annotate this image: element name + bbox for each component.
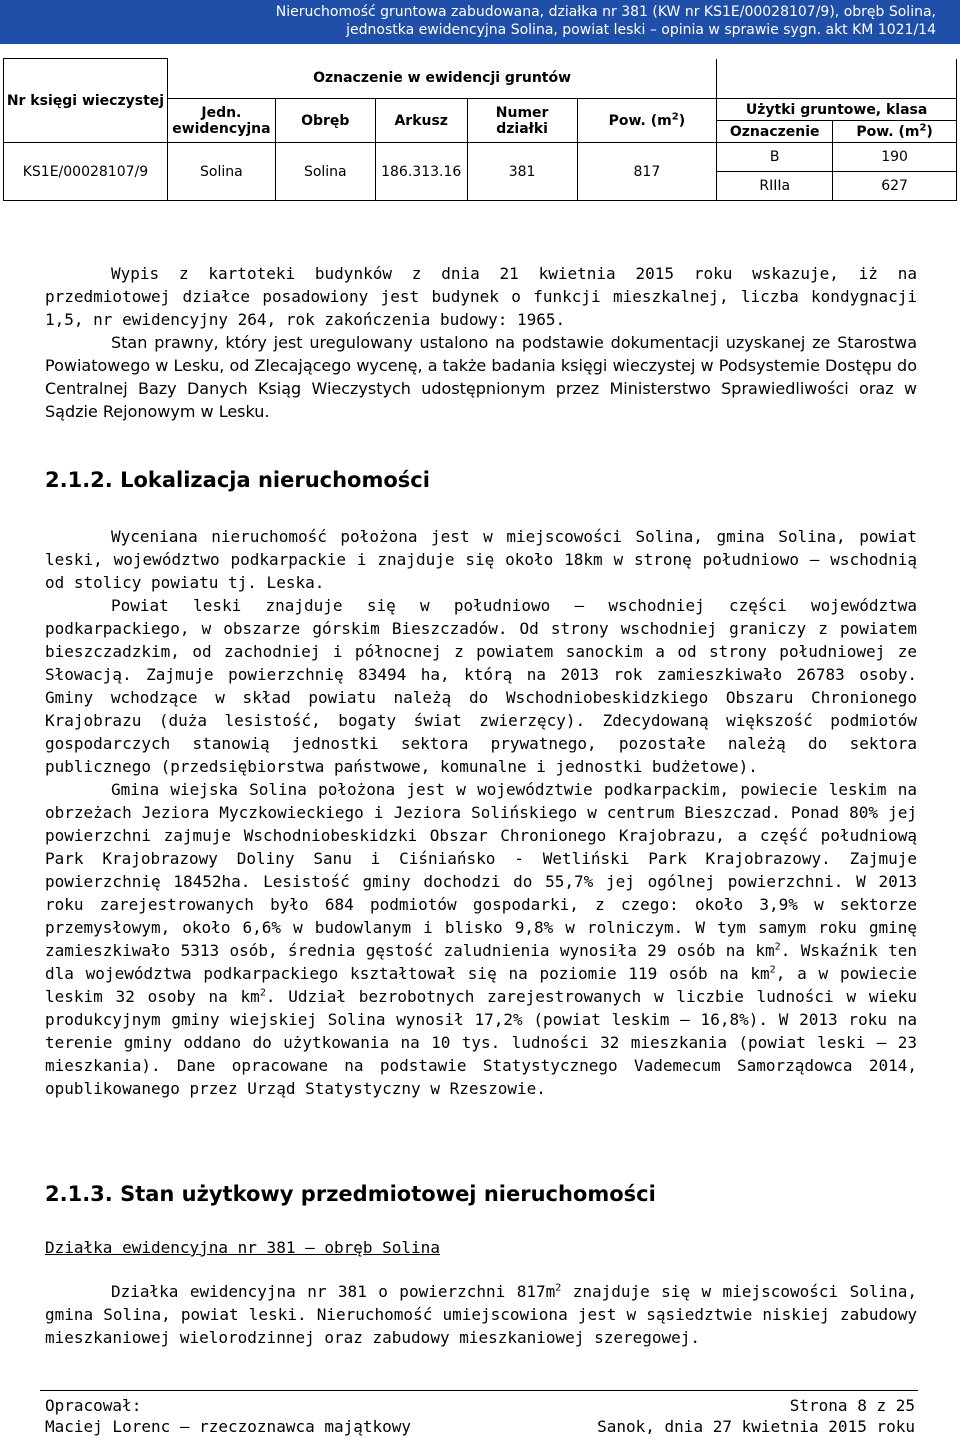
page-footer [45,1395,915,1437]
header-obreb: Obręb [275,99,375,143]
header-kw: Nr księgi wieczystej [4,59,168,143]
section-heading-location: 2.1.2. Lokalizacja nieruchomości [45,468,430,492]
header-arkusz: Arkusz [375,99,467,143]
header-pow: Pow. $(m^2)$ [577,99,717,143]
footer-author: Maciej Lorenc – rzeczoznawca majątkowy [45,1417,412,1436]
para-location-3: Gmina wiejska Solina położona jest w województwie podkarpackim, powiecie leskim na obrzeżach Jeziora Myczkowieckiego i Jeziora Solińskiego w centrum Bieszczad. Ponad 80% jej powierzchni zajmuje Wschodniobeskidzki Obszar Chronionego Krajobrazu, a część południową Park Krajobrazowy Doliny Sanu i Ciśniańsko - Wetliński Park Krajobrazowy. Zajmuje powierzchnię 18452ha. Lesistość gminy dochodzi do 55,7% jej ogólnej powierzchni. W 2013 roku zarejestrowanych było 684 podmiotów gospodarki, z czego: około 3,9% w sektorze przemysłowym, około 6,6% w budowlanym i blisko 9,8% w rolniczym. W tym samym roku gminę zamieszkiwało 5313 osób, średnia gęstość zaludnienia wynosiła 29 osób na $km^2$. Wskaźnik ten dla województwa podkarpackiego kształtował się na poziomie 119 osób na $km^2$, a w powiecie leskim 32 osoby na $km^2$. Udział bezrobotnych zarejestrowanych w liczbie ludności w wieku produkcyjnym gminy wiejskiej Solina wynosił 17,2% (powiat leskim – 16,8%). W 2013 roku na terenie gminy oddano do użytkowania na 10 tys. ludności 32 mieszkania (powiat leski – 23 mieszkania). Dane opracowane na podstawie Statystycznego Vademecum Samorządowca 2014, opublikowanego przez Urząd Statystyczny w Rzeszowie. [45,780,918,1098]
cell-oznaczenie: B [717,143,833,172]
cell-obreb: Solina [275,143,375,201]
cell-oznaczenie: RIIIa [717,172,833,201]
document-header [0,0,960,44]
header-group: Oznaczenie w ewidencji gruntów [167,59,716,99]
cell-pow: 817 [577,143,717,201]
para-location-2: Powiat leski znajduje się w południowo – wschodniej części województwa podkarpackiego, w obszarze górskim Bieszczadów. Od strony wschodniej graniczy z powiatem bieszczadzkim, od zachodniej i północnej z powiatem sanockim a od strony południowej ze Słowacją. Zajmuje powierzchnię 83494 ha, którą na 2013 rok zamieszkiwało 26783 osoby. Gminy wchodzące w skład powiatu należą do Wschodniobeskidzkiego Obszaru Chronionego Krajobrazu (duża lesistość, bogaty świat zwierzęcy). Zdecydowaną większość podmiotów gospodarczych stanowią jednostki sektora prywatnego, pozostałe należą do sektora publicznego (przedsiębiorstwa państwowe, komunalne i jednostki budżetowe). [45,596,917,776]
para-use: Działka ewidencyjna nr 381 o powierzchni $817m^2$ znajduje się w miejscowości Solina, gmina Solina, powiat leski. Nieruchomość umiejscowiona jest w sąsiedztwie niskiej zabudowy mieszkaniowej wielorodzinnej oraz zabudowy mieszkaniowej szeregowej. [45,1282,918,1347]
header-numer: Numer działki [467,99,577,143]
header-line-2: jednostka ewidencyjna Solina, powiat leski – opinia w sprawie sygn. akt KM 1021/14 [346,22,936,38]
header-line-1: Nieruchomość gruntowa zabudowana, działka nr 381 (KW nr KS1E/00028107/9), obręb Solina, [275,4,936,20]
para-location-1: Wyceniana nieruchomość położona jest w miejscowości Solina, gmina Solina, powiat leski, województwo podkarpackie i znajduje się około 18km w stronę południowo – wschodnią od stolicy powiatu tj. Leska. [45,527,917,592]
header-pow2: Pow. $(m^2)$ [833,121,957,143]
cell-kw: KS1E/00028107/9 [4,143,168,201]
cell-arkusz: 186.313.16 [375,143,467,201]
footer-divider [40,1390,918,1391]
paragraph-building-record [45,262,917,423]
cell-pow2: 190 [833,143,957,172]
footer-date: Sanok, dnia 27 kwietnia 2015 roku [597,1417,915,1436]
header-uzytki: Użytki gruntowe, klasa [717,99,957,121]
land-registry-table [3,58,957,201]
para-legal-status: Stan prawny, który jest uregulowany ustalono na podstawie dokumentacji uzyskanej ze Starostwa Powiatowego w Lesku, od Zlecającego wycenę, a także badania księgi wieczystej w Podsystemie Dostępu do Centralnej Bazy Danych Ksiąg Wieczystych udostępnionym przez Ministerstwo Sprawiedliwości oraz w Sądzie Rejonowym w Lesku. [45,333,917,421]
header-oznaczenie: Oznaczenie [717,121,833,143]
footer-author-label: Opracował: [45,1396,142,1415]
subtitle-parcel: Działka ewidencyjna nr 381 – obręb Solina [45,1238,440,1257]
section-heading-use: 2.1.3. Stan użytkowy przedmiotowej nieruchomości [45,1182,656,1206]
location-text [45,525,917,1100]
para-building: Wypis z kartoteki budynków z dnia 21 kwietnia 2015 roku wskazuje, iż na przedmiotowej działce posadowiony jest budynek o funkcji mieszkalnej, liczba kondygnacji 1,5, nr ewidencyjny 264, rok zakończenia budowy: 1965. [45,264,917,329]
cell-jedn: Solina [167,143,275,201]
footer-page-number: Strona 8 z 25 [789,1396,915,1415]
header-jedn: Jedn. ewidencyjna [167,99,275,143]
cell-numer: 381 [467,143,577,201]
use-text [45,1280,917,1349]
cell-pow2: 627 [833,172,957,201]
